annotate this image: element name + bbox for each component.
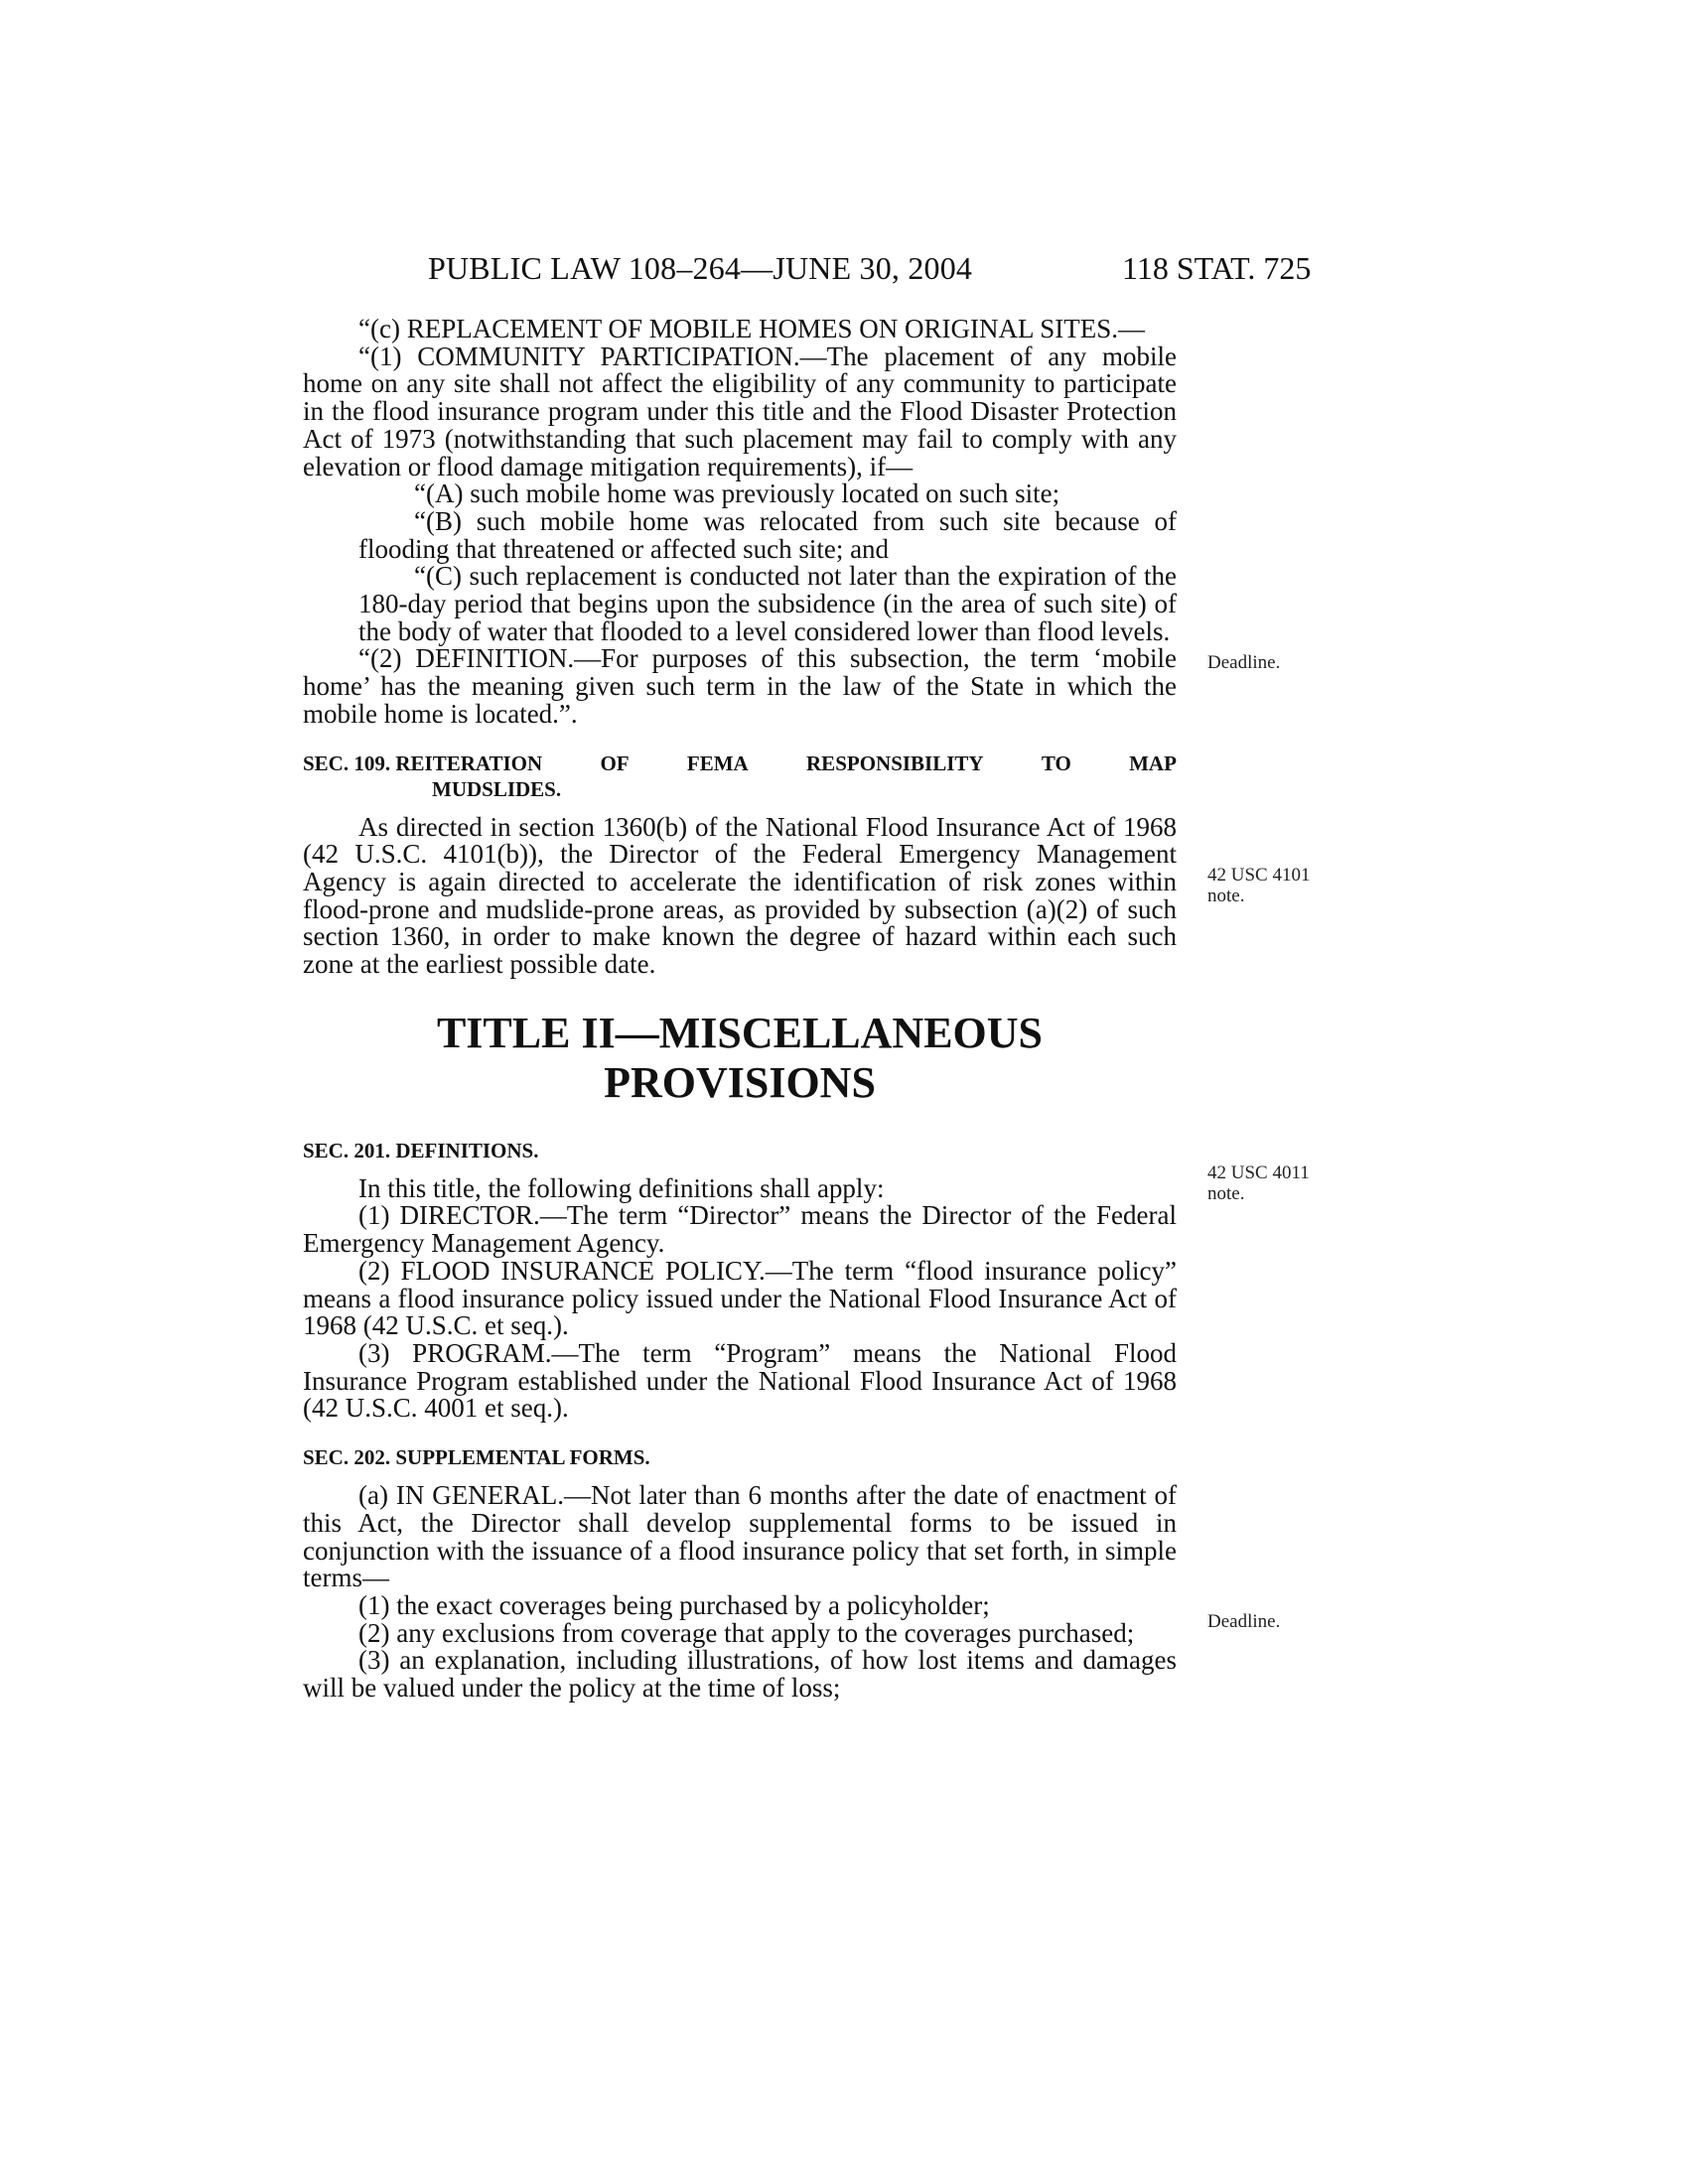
subsection-c-paragraph-2: “(2) DEFINITION.—For purposes of this subsection, the term ‘mobile home’ has the meaning given such term in the law of the State in which the mobile home is located.”.	[303, 643, 1177, 729]
subsection-c-paragraph-1: “(1) COMMUNITY PARTICIPATION.—The placement of any mobile home on any site shall not affect the eligibility of any community to participate in the flood insurance program under this title and the Flood Disaster Protection Act of 1973 (notwithstanding that such placement may fail to comply with any elevation or flood damage mitigation requirements), if—	[303, 341, 1177, 481]
section-109-body: As directed in section 1360(b) of the National Flood Insurance Act of 1968 (42 U.S.C. 4101(b)), the Director of the Federal Emergency Management Agency is again directed to accelerate the identification of risk zones within flood-prone and mudslide-prone areas, as provided by subsection (a)(2) of such section 1360, in order to make known the degree of hazard within each such zone at the earliest possible date.	[303, 811, 1177, 980]
margin-note-usc-4011: 42 USC 4011 note.	[1207, 1162, 1310, 1204]
section-201-definition-3: (3) PROGRAM.—The term “Program” means the National Flood Insurance Program established under the National Flood Insurance Act of 1968 (42 U.S.C. 4001 et seq.).	[303, 1337, 1177, 1424]
running-head-title: PUBLIC LAW 108–264—JUNE 30, 2004	[428, 250, 973, 286]
subsection-c-item-b: “(B) such mobile home was relocated from such site because of flooding that threatened or affected such site; and	[358, 505, 1177, 564]
main-text-column	[303, 316, 1177, 1703]
section-109-heading: SEC. 109. REITERATION OF FEMA RESPONSIBILITY TO MAP	[303, 751, 1177, 775]
section-202-item-3: (3) an explanation, including illustrations, of how lost items and damages will be valued under the policy at the time of loss;	[303, 1645, 1177, 1704]
subsection-c-item-a: “(A) such mobile home was previously located on such site;	[414, 478, 1060, 509]
section-202-paragraph-a: (a) IN GENERAL.—Not later than 6 months after the date of enactment of this Act, the Director shall develop supplemental forms to be issued in conjunction with the issuance of a flood insurance policy that set forth, in simple terms—	[303, 1480, 1177, 1593]
margin-note-usc-4101: 42 USC 4101 note.	[1207, 865, 1311, 906]
section-109-heading-line-2: MUDSLIDES.	[432, 776, 562, 801]
margin-note-deadline-2: Deadline.	[1207, 1611, 1281, 1632]
title-ii-heading-line-2: PROVISIONS	[604, 1057, 876, 1107]
section-201-intro: In this title, the following definitions shall apply:	[358, 1172, 885, 1203]
section-201-definition-1: (1) DIRECTOR.—The term “Director” means the Director of the Federal Emergency Management Agency.	[303, 1200, 1177, 1259]
subsection-c-item-c: “(C) such replacement is conducted not later than the expiration of the 180-day period that begins upon the subsidence (in the area of such site) of the body of water that flooded to a level considered lower than flood levels.	[358, 561, 1177, 646]
title-ii-heading-line-1: TITLE II—MISCELLANEOUS	[436, 1008, 1044, 1057]
section-202-item-2: (2) any exclusions from coverage that apply to the coverages purchased;	[358, 1617, 1135, 1648]
section-201-definition-2: (2) FLOOD INSURANCE POLICY.—The term “flood insurance policy” means a flood insurance policy issued under the National Flood Insurance Act of 1968 (42 U.S.C. et seq.).	[303, 1255, 1177, 1341]
margin-note-deadline-1: Deadline.	[1207, 652, 1281, 673]
section-202-heading: SEC. 202. SUPPLEMENTAL FORMS.	[303, 1445, 650, 1470]
page-reference: 118 STAT. 725	[1122, 250, 1312, 286]
section-202-item-1: (1) the exact coverages being purchased by a policyholder;	[358, 1589, 990, 1620]
subsection-c-heading: “(c) REPLACEMENT OF MOBILE HOMES ON ORIGINAL SITES.—	[358, 314, 1145, 343]
section-201-heading: SEC. 201. DEFINITIONS.	[303, 1138, 539, 1162]
